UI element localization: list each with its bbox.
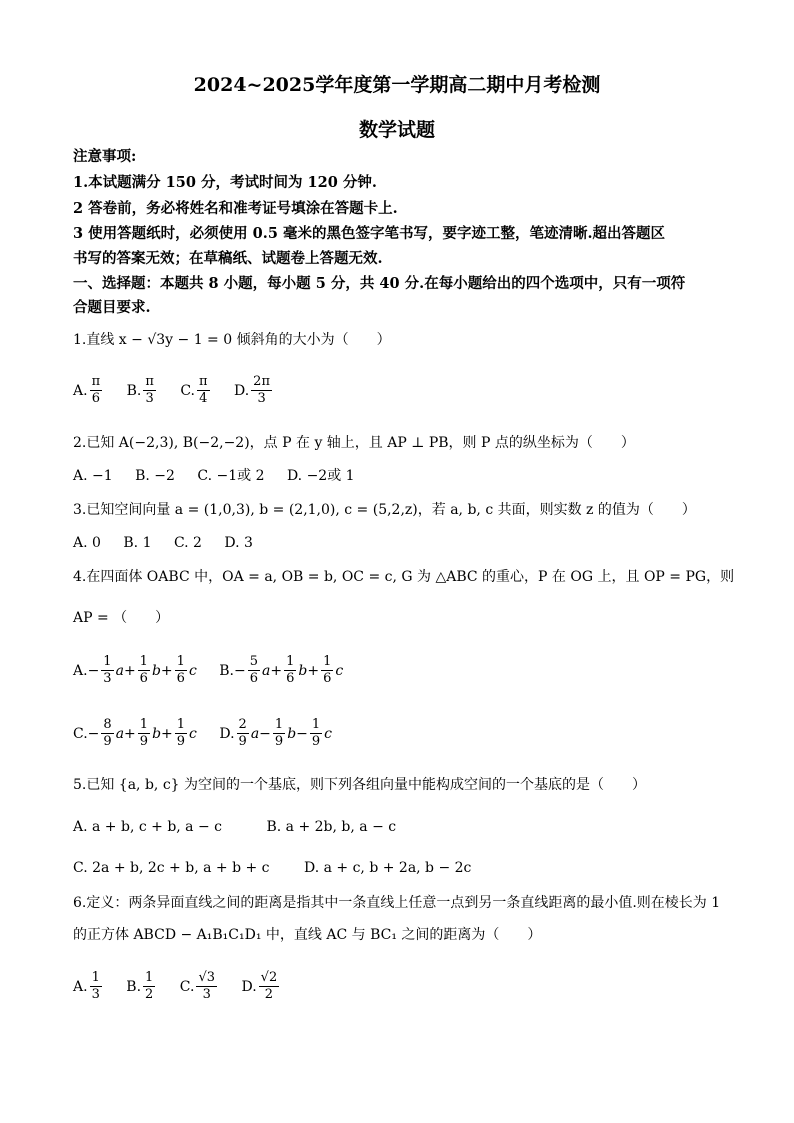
q2-option-c: C. −1或 2: [197, 468, 265, 484]
notice-item-2: 2 答卷前，务必将姓名和准考证号填涂在答题卡上.: [73, 200, 398, 217]
question-1-stem: 1.直线 x − √3y − 1 = 0 倾斜角的大小为（ ）: [73, 332, 391, 348]
q5-option-a: A. a + b, c + b, a − c: [73, 819, 223, 835]
section-heading-line2: 合题目要求.: [73, 299, 151, 316]
question-4-stem-cont: AP = （ ）: [73, 610, 170, 626]
q3-option-c: C. 2: [173, 535, 202, 551]
question-3-options: [73, 533, 271, 553]
q2-option-b: B. −2: [135, 468, 175, 484]
q2-option-d: D. −2或 1: [286, 468, 355, 484]
q4-option-b: B.− $\frac{5}{6}$ a+ $\frac{1}{6}$ b+ $\frac{1}{6}$ c: [219, 654, 344, 686]
question-6-options: [73, 970, 299, 1003]
q1-option-a: A. $\frac{\pi}{6}$: [73, 374, 101, 406]
q6-option-b: B. $\frac{1}{2}$: [126, 970, 154, 1002]
q1-option-d: D. $\frac{2\pi}{3}$: [233, 374, 270, 406]
question-2-options: [73, 466, 373, 486]
question-4-stem: 4.在四面体 OABC 中，OA = a, OB = b, OC = c, G 为 △ABC 的重心，P 在 OG 上，且 OP = PG，则: [73, 569, 735, 585]
question-4-options-ab: [73, 654, 361, 687]
q6-option-c: C. $\frac{√3}{3}$: [179, 970, 216, 1002]
notice-heading: 注意事项:: [73, 148, 137, 165]
question-5-stem: 5.已知 {a, b, c} 为空间的一个基底，则下列各组向量中能构成空间的一个基底的是（ ）: [73, 777, 647, 793]
question-5-options-cd: [73, 858, 489, 878]
question-3-stem: 3.已知空间向量 a = (1,0,3), b = (2,1,0), c = (5,2,z)，若 a, b, c 共面，则实数 z 的值为（ ）: [73, 502, 696, 518]
question-2-stem: 2.已知 A(−2,3), B(−2,−2)，点 P 在 y 轴上，且 AP ⊥ PB，则 P 点的纵坐标为（ ）: [73, 435, 635, 451]
section-heading-line1: 一、选择题：本题共 8 小题，每小题 5 分，共 40 分.在每小题给出的四个选项中，只有一项符: [73, 275, 686, 292]
q3-option-a: A. 0: [73, 535, 101, 551]
question-1-options: [73, 374, 292, 407]
q3-option-d: D. 3: [224, 535, 253, 551]
q4-option-a: A.− $\frac{1}{3}$ a+ $\frac{1}{6}$ b+ $\frac{1}{6}$ c: [73, 654, 197, 686]
exam-title: 2024~2025学年度第一学期高二期中月考检测: [193, 74, 601, 96]
question-6-stem: 6.定义：两条异面直线之间的距离是指其中一条直线上任意一点到另一条直线距离的最小值.则在棱长为 1: [73, 895, 721, 911]
q1-option-b: B. $\frac{\pi}{3}$: [126, 374, 154, 406]
q5-option-d: D. a + c, b + 2a, b − 2c: [303, 860, 472, 876]
q5-option-b: B. a + 2b, b, a − c: [266, 819, 397, 835]
q2-option-a: A. −1: [73, 468, 113, 484]
q6-option-a: A. $\frac{1}{3}$: [73, 970, 100, 1002]
question-4-options-cd: [73, 717, 350, 750]
q4-option-c: C.− $\frac{8}{9}$ a+ $\frac{1}{9}$ b+ $\frac{1}{9}$ c: [73, 717, 197, 749]
q5-option-c: C. 2a + b, 2c + b, a + b + c: [73, 860, 270, 876]
q6-option-d: D. $\frac{√2}{2}$: [241, 970, 278, 1002]
q4-option-d: D. $\frac{2}{9}$ a− $\frac{1}{9}$ b− $\frac{1}{9}$ c: [219, 717, 333, 749]
q1-option-c: C. $\frac{\pi}{4}$: [180, 374, 208, 406]
question-5-options-ab: [73, 817, 414, 837]
notice-item-1: 1.本试题满分 150 分，考试时间为 120 分钟.: [73, 174, 377, 191]
question-6-stem-cont: 的正方体 ABCD − A₁B₁C₁D₁ 中，直线 AC 与 BC₁ 之间的距离为（ ）: [73, 927, 542, 943]
notice-item-3-cont: 书写的答案无效；在草稿纸、试题卷上答题无效.: [73, 250, 383, 267]
exam-subtitle: 数学试题: [358, 119, 435, 141]
notice-item-3: 3 使用答题纸时，必须使用 0.5 毫米的黑色签字笔书写，要字迹工整，笔迹清晰.超出答题区: [73, 225, 666, 242]
q3-option-b: B. 1: [123, 535, 152, 551]
